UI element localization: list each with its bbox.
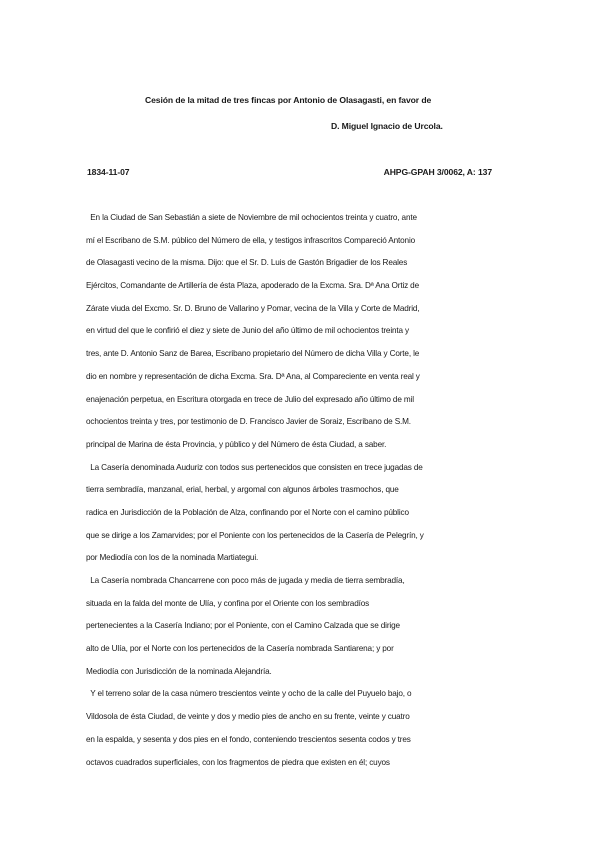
body-text-line: Vildosola de ésta Ciudad, de veinte y dos y medio pies de ancho en su frente, veinte y cuatro xyxy=(86,712,410,722)
body-text-line: Mediodía con Jurisdicción de la nominada Alejandría. xyxy=(86,666,272,676)
body-text-line: octavos cuadrados superficiales, con los fragmentos de piedra que existen en él; cuyos xyxy=(86,757,390,767)
body-text-line: en la espalda, y sesenta y dos pies en el fondo, conteniendo trescientos sesenta codos y tres xyxy=(86,734,411,744)
body-text-line: situada en la falda del monte de Ulía, y confina por el Oriente con los sembradíos xyxy=(86,598,370,608)
archive-reference: AHPG-GPAH 3/0062, A: 137 xyxy=(383,167,492,177)
body-text-line: Ejércitos, Comandante de Artillería de ésta Plaza, apoderado de la Excma. Sra. Dª Ana Ortiz de xyxy=(86,281,419,291)
body-text-line: La Casería nombrada Chancarrene con poco más de jugada y media de tierra sembradía, xyxy=(86,576,405,585)
body-text-line: alto de Ulía, por el Norte con los pertenecidos de la Casería nombrada Santiarena; y por xyxy=(86,644,394,654)
document-title-line-1: Cesión de la mitad de tres fincas por Antonio de Olasagasti, en favor de xyxy=(145,95,432,105)
body-text-line: En la Ciudad de San Sebastián a siete de Noviembre de mil ochocientos treinta y cuatro, ante xyxy=(86,213,417,222)
body-text-line: tres, ante D. Antonio Sanz de Barea, Escribano propietario del Número de dicha Villa y Corte, le xyxy=(86,349,420,359)
document-title-line-2: D. Miguel Ignacio de Urcola. xyxy=(331,121,443,131)
body-text-line: en virtud del que le confirió el diez y siete de Junio del año último de mil ochocientos treinta y xyxy=(86,326,409,336)
body-text-line: tierra sembradía, manzanal, erial, herbal, y argomal con algunos árboles trasmochos, que xyxy=(86,485,399,495)
document-body xyxy=(86,212,514,779)
body-text-line: que se dirige a los Zamarvides; por el Poniente con los pertenecidos de la Casería de Pelegrín, y xyxy=(86,530,424,540)
body-text-line: por Mediodía con los de la nominada Martiategui. xyxy=(86,553,259,563)
body-text-line: radica en Jurisdicción de la Población de Alza, confinando por el Norte con el camino público xyxy=(86,507,409,517)
body-text-line: principal de Marina de ésta Provincia, y público y del Número de ésta Ciudad, a saber. xyxy=(86,439,387,449)
body-text-line: mí el Escribano de S.M. público del Número de ella, y testigos infrascritos Compareció Antonio xyxy=(86,235,416,245)
body-text-line: Zárate viuda del Excmo. Sr. D. Bruno de Vallarino y Pomar, vecina de la Villa y Corte de Madrid, xyxy=(86,303,420,313)
body-text-line: La Casería denominada Auduriz con todos sus pertenecidos que consisten en trece jugadas de xyxy=(86,462,423,472)
body-text-line: enajenación perpetua, en Escritura otorgada en trece de Julio del expresado año último de mil xyxy=(86,394,414,404)
body-text-line: ochocientos treinta y tres, por testimonio de D. Francisco Javier de Soraiz, Escribano de S.M. xyxy=(86,417,411,427)
body-text-line: pertenecientes a la Casería Indiano; por el Poniente, con el Camino Calzada que se dirige xyxy=(86,621,400,631)
body-text-line: Y el terreno solar de la casa número trescientos veinte y ocho de la calle del Puyuelo bajo, o xyxy=(86,689,412,699)
document-date: 1834-11-07 xyxy=(87,167,130,177)
body-text-line: de Olasagasti vecino de la misma. Dijo: que el Sr. D. Luis de Gastón Brigadier de los Reales xyxy=(86,258,408,268)
body-text-line: dio en nombre y representación de dicha Excma. Sra. Dª Ana, al Compareciente en venta real y xyxy=(86,371,420,381)
